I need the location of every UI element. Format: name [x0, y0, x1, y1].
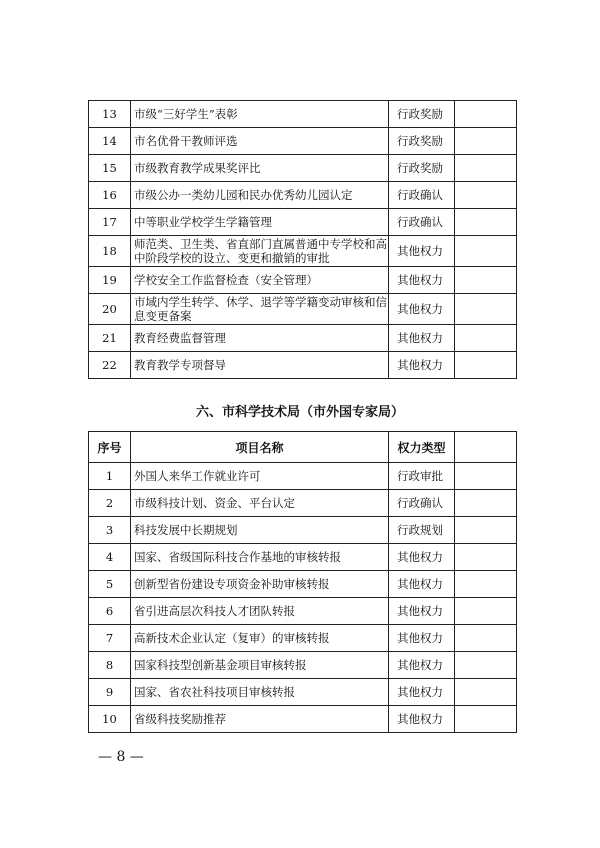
power-type: 其他权力 [389, 325, 455, 352]
remarks [455, 490, 517, 517]
page-number: — 8 — [98, 749, 144, 765]
item-name: 师范类、卫生类、省直部门直属普通中专学校和高中阶段学校的设立、变更和撤销的审批 [131, 236, 389, 267]
table-row [89, 209, 517, 236]
table-row [89, 182, 517, 209]
item-name: 国家、省农社科技项目审核转报 [131, 679, 389, 706]
table-row [89, 571, 517, 598]
table-row [89, 325, 517, 352]
item-name: 科技发展中长期规划 [131, 517, 389, 544]
power-type: 其他权力 [389, 267, 455, 294]
row-number: 1 [89, 463, 131, 490]
item-name: 高新技术企业认定（复审）的审核转报 [131, 625, 389, 652]
table-row [89, 352, 517, 379]
table-row [89, 463, 517, 490]
row-number: 19 [89, 267, 131, 294]
table-row [89, 155, 517, 182]
table-body [89, 463, 517, 733]
row-number: 6 [89, 598, 131, 625]
remarks [455, 517, 517, 544]
row-number: 5 [89, 571, 131, 598]
table-body [89, 101, 517, 379]
header-type: 权力类型 [389, 432, 455, 463]
item-name: 市级教育教学成果奖评比 [131, 155, 389, 182]
power-type: 行政确认 [389, 209, 455, 236]
remarks [455, 128, 517, 155]
power-list-table-science [88, 431, 517, 733]
table-row [89, 625, 517, 652]
remarks [455, 352, 517, 379]
remarks [455, 182, 517, 209]
item-name: 市名优骨干教师评选 [131, 128, 389, 155]
remarks [455, 679, 517, 706]
table-row [89, 236, 517, 267]
table-header-row [89, 432, 517, 463]
power-type: 行政确认 [389, 182, 455, 209]
item-name: 外国人来华工作就业许可 [131, 463, 389, 490]
remarks [455, 294, 517, 325]
table-row [89, 544, 517, 571]
item-name: 教育经费监督管理 [131, 325, 389, 352]
row-number: 21 [89, 325, 131, 352]
row-number: 13 [89, 101, 131, 128]
item-name: 市级公办一类幼儿园和民办优秀幼儿园认定 [131, 182, 389, 209]
power-type: 行政确认 [389, 490, 455, 517]
item-name: 国家、省级国际科技合作基地的审核转报 [131, 544, 389, 571]
table-row [89, 706, 517, 733]
item-name: 学校安全工作监督检查（安全管理） [131, 267, 389, 294]
remarks [455, 652, 517, 679]
power-type: 其他权力 [389, 571, 455, 598]
remarks [455, 155, 517, 182]
remarks [455, 325, 517, 352]
header-num: 序号 [89, 432, 131, 463]
remarks [455, 571, 517, 598]
item-name: 省引进高层次科技人才团队转报 [131, 598, 389, 625]
row-number: 15 [89, 155, 131, 182]
table-row [89, 128, 517, 155]
power-type: 其他权力 [389, 294, 455, 325]
row-number: 18 [89, 236, 131, 267]
item-name: 市域内学生转学、休学、退学等学籍变动审核和信息变更备案 [131, 294, 389, 325]
power-type: 其他权力 [389, 352, 455, 379]
item-name: 教育教学专项督导 [131, 352, 389, 379]
power-type: 行政奖励 [389, 155, 455, 182]
remarks [455, 706, 517, 733]
row-number: 17 [89, 209, 131, 236]
power-type: 其他权力 [389, 679, 455, 706]
remarks [455, 598, 517, 625]
power-type: 行政规划 [389, 517, 455, 544]
item-name: 市级“三好学生”表彰 [131, 101, 389, 128]
row-number: 8 [89, 652, 131, 679]
remarks [455, 625, 517, 652]
remarks [455, 101, 517, 128]
power-type: 行政审批 [389, 463, 455, 490]
item-name: 省级科技奖励推荐 [131, 706, 389, 733]
row-number: 3 [89, 517, 131, 544]
table-row [89, 517, 517, 544]
item-name: 中等职业学校学生学籍管理 [131, 209, 389, 236]
table-row [89, 598, 517, 625]
row-number: 7 [89, 625, 131, 652]
header-extra [455, 432, 517, 463]
row-number: 10 [89, 706, 131, 733]
power-list-table-education [88, 100, 517, 379]
row-number: 14 [89, 128, 131, 155]
row-number: 16 [89, 182, 131, 209]
power-type: 其他权力 [389, 706, 455, 733]
row-number: 9 [89, 679, 131, 706]
power-type: 其他权力 [389, 544, 455, 571]
table-row [89, 101, 517, 128]
header-name: 项目名称 [131, 432, 389, 463]
remarks [455, 236, 517, 267]
item-name: 国家科技型创新基金项目审核转报 [131, 652, 389, 679]
remarks [455, 209, 517, 236]
row-number: 20 [89, 294, 131, 325]
table-row [89, 652, 517, 679]
section-title: 六、市科学技术局（市外国专家局） [195, 405, 404, 420]
power-type: 其他权力 [389, 236, 455, 267]
remarks [455, 544, 517, 571]
power-type: 行政奖励 [389, 128, 455, 155]
table-row [89, 294, 517, 325]
table-row [89, 679, 517, 706]
row-number: 2 [89, 490, 131, 517]
row-number: 22 [89, 352, 131, 379]
table-row [89, 267, 517, 294]
table-row [89, 490, 517, 517]
power-type: 行政奖励 [389, 101, 455, 128]
item-name: 创新型省份建设专项资金补助审核转报 [131, 571, 389, 598]
row-number: 4 [89, 544, 131, 571]
remarks [455, 463, 517, 490]
remarks [455, 267, 517, 294]
item-name: 市级科技计划、资金、平台认定 [131, 490, 389, 517]
power-type: 其他权力 [389, 598, 455, 625]
power-type: 其他权力 [389, 652, 455, 679]
power-type: 其他权力 [389, 625, 455, 652]
